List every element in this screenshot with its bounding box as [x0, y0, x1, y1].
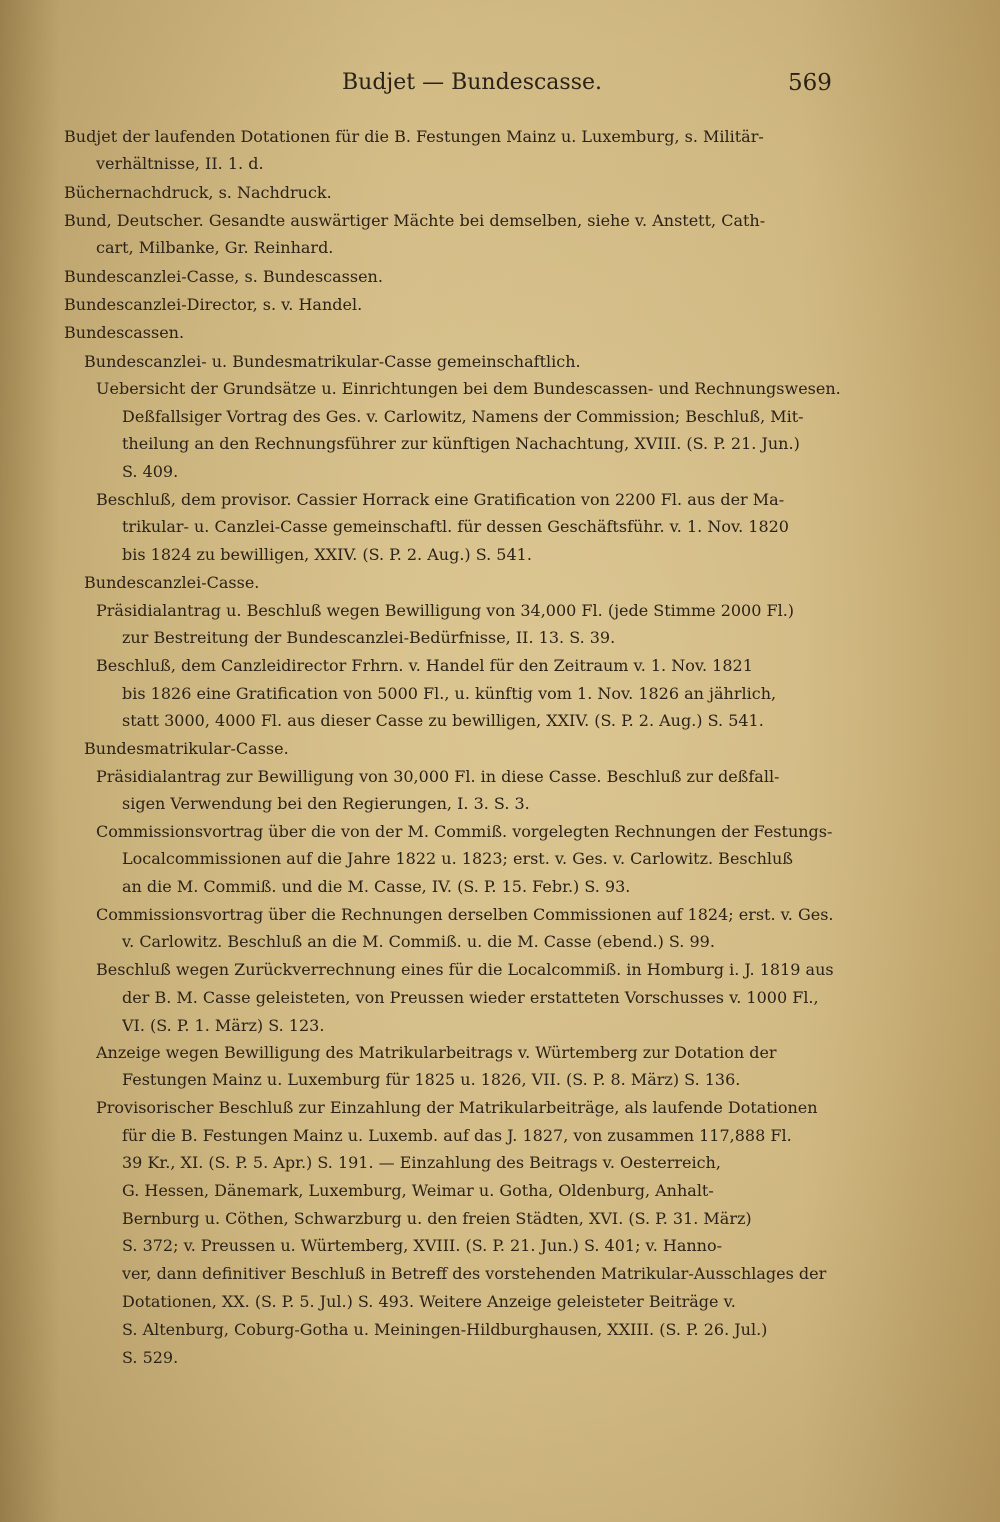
- text-line: cart, Milbanke, Gr. Reinhard.: [96, 238, 334, 257]
- text-line: Bernburg u. Cöthen, Schwarzburg u. den freien Städten, XVI. (S. P. 31. März): [122, 1209, 752, 1228]
- text-line: S. 529.: [122, 1348, 179, 1367]
- text-line: Bundescanzlei-Casse, s. Bundescassen.: [64, 267, 383, 286]
- text-line: 39 Kr., XI. (S. P. 5. Apr.) S. 191. — Einzahlung des Beitrags v. Oesterreich,: [122, 1153, 721, 1172]
- text-line: S. Altenburg, Coburg-Gotha u. Meiningen-Hildburghausen, XXIII. (S. P. 26. Jul.): [122, 1320, 768, 1339]
- text-line: sigen Verwendung bei den Regierungen, I. 3. S. 3.: [122, 794, 530, 813]
- text-line: theilung an den Rechnungsführer zur künftigen Nachachtung, XVIII. (S. P. 21. Jun.): [122, 434, 800, 453]
- text-line: v. Carlowitz. Beschluß an die M. Commiß. u. die M. Casse (ebend.) S. 99.: [122, 932, 715, 951]
- text-line: S. 409.: [122, 462, 179, 481]
- text-line: Bundescassen.: [64, 323, 185, 342]
- header-title: Budjet — Bundescasse.: [342, 70, 603, 95]
- text-line: Uebersicht der Grundsätze u. Einrichtungen bei dem Bundescassen- und Rechnungswesen.: [96, 379, 841, 398]
- text-line: Deßfallsiger Vortrag des Ges. v. Carlowitz, Namens der Commission; Beschluß, Mit-: [122, 407, 804, 426]
- text-line: Beschluß, dem provisor. Cassier Horrack eine Gratification von 2200 Fl. aus der Ma-: [96, 490, 785, 509]
- text-line: ver, dann definitiver Beschluß in Betreff des vorstehenden Matrikular-Ausschlages der: [122, 1264, 827, 1283]
- text-line: Bundescanzlei-Casse.: [84, 573, 260, 592]
- text-line: Festungen Mainz u. Luxemburg für 1825 u. 1826, VII. (S. P. 8. März) S. 136.: [122, 1070, 741, 1089]
- text-line: S. 372; v. Preussen u. Würtemberg, XVIII. (S. P. 21. Jun.) S. 401; v. Hanno-: [122, 1236, 723, 1255]
- text-line: Bund, Deutscher. Gesandte auswärtiger Mächte bei demselben, siehe v. Anstett, Cath-: [64, 211, 766, 230]
- running-header: [0, 66, 1000, 106]
- text-line: Dotationen, XX. (S. P. 5. Jul.) S. 493. Weitere Anzeige geleisteter Beiträge v.: [122, 1292, 736, 1311]
- text-line: Büchernachdruck, s. Nachdruck.: [64, 183, 332, 202]
- text-line: für die B. Festungen Mainz u. Luxemb. auf das J. 1827, von zusammen 117,888 Fl.: [122, 1126, 792, 1145]
- text-line: Präsidialantrag u. Beschluß wegen Bewilligung von 34,000 Fl. (jede Stimme 2000 Fl.): [96, 601, 795, 620]
- text-line: Provisorischer Beschluß zur Einzahlung der Matrikularbeiträge, als laufende Dotationen: [96, 1098, 818, 1117]
- text-line: statt 3000, 4000 Fl. aus dieser Casse zu bewilligen, XXIV. (S. P. 2. Aug.) S. 541.: [122, 711, 764, 730]
- page-number: 569: [788, 70, 832, 96]
- text-line: Commissionsvortrag über die Rechnungen derselben Commissionen auf 1824; erst. v. Ges.: [96, 905, 834, 924]
- text-line: G. Hessen, Dänemark, Luxemburg, Weimar u. Gotha, Oldenburg, Anhalt-: [122, 1181, 714, 1200]
- text-line: verhältnisse, II. 1. d.: [96, 154, 264, 173]
- text-line: Bundesmatrikular-Casse.: [84, 739, 289, 758]
- text-line: zur Bestreitung der Bundescanzlei-Bedürfnisse, II. 13. S. 39.: [122, 628, 616, 647]
- text-line: an die M. Commiß. und die M. Casse, IV. (S. P. 15. Febr.) S. 93.: [122, 877, 631, 896]
- text-line: Bundescanzlei-Director, s. v. Handel.: [64, 295, 363, 314]
- text-line: Beschluß wegen Zurückverrechnung eines für die Localcommiß. in Homburg i. J. 1819 aus: [96, 960, 834, 979]
- text-line: Commissionsvortrag über die von der M. Commiß. vorgelegten Rechnungen der Festungs-: [96, 822, 833, 841]
- text-line: bis 1826 eine Gratification von 5000 Fl., u. künftig vom 1. Nov. 1826 an jährlich,: [122, 684, 777, 703]
- text-line: bis 1824 zu bewilligen, XXIV. (S. P. 2. Aug.) S. 541.: [122, 545, 532, 564]
- text-line: Präsidialantrag zur Bewilligung von 30,000 Fl. in diese Casse. Beschluß zur deßfall-: [96, 767, 780, 786]
- text-line: Beschluß, dem Canzleidirector Frhrn. v. Handel für den Zeitraum v. 1. Nov. 1821: [96, 656, 753, 675]
- text-line: VI. (S. P. 1. März) S. 123.: [122, 1016, 325, 1035]
- text-line: Bundescanzlei- u. Bundesmatrikular-Casse gemeinschaftlich.: [84, 352, 581, 371]
- text-line: der B. M. Casse geleisteten, von Preussen wieder erstatteten Vorschusses v. 1000 Fl.,: [122, 988, 819, 1007]
- text-line: trikular- u. Canzlei-Casse gemeinschaftl. für dessen Geschäftsführ. v. 1. Nov. 1820: [122, 517, 789, 536]
- text-line: Localcommissionen auf die Jahre 1822 u. 1823; erst. v. Ges. v. Carlowitz. Beschluß: [122, 849, 793, 868]
- text-line: Budjet der laufenden Dotationen für die B. Festungen Mainz u. Luxemburg, s. Militär-: [64, 127, 764, 146]
- text-line: Anzeige wegen Bewilligung des Matrikularbeitrags v. Würtemberg zur Dotation der: [96, 1043, 777, 1062]
